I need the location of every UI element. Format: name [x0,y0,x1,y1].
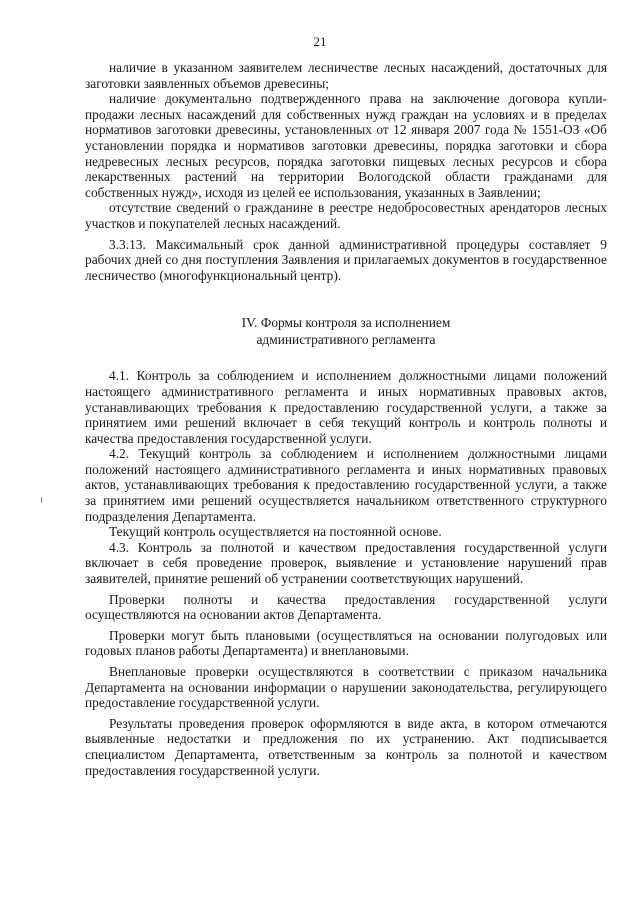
document-body [85,60,607,778]
paragraph-purchase-right: наличие документально подтвержденного права на заключение договора купли-продажи лесных насаждений для собственных нужд граждан на условиях и в пределах нормативов заготовки древесины, установленных от 12 января 2007 года № 1551-ОЗ «Об установлении порядка и нормативов заготовки древесины, порядка заготовки и сбора недревесных лесных ресурсов, порядка заготовки пищевых лесных ресурсов и сбора лекарственных растений на территории Вологодской области гражданами для собственных нужд», исходя из целей ее использования, указанных в Заявлении; [85,91,607,200]
section-heading [85,315,607,348]
paragraph-3-3-13: 3.3.13. Максимальный срок данной административной процедуры составляет 9 рабочих дней со дня поступления Заявления и прилагаемых документов в государственное лесничество (многофункциональный центр). [85,236,607,283]
spacer [85,283,607,315]
spacer [85,348,607,368]
section-title-line-2: административного регламента [256,331,436,347]
paragraph-inspection-basis: Проверки полноты и качества предоставления государственной услуги осуществляются на основании актов Департамента. [85,591,607,623]
margin-mark [41,497,42,503]
section-title-line-1: IV. Формы контроля за исполнением [241,315,451,331]
paragraph-unscheduled-inspections: Внеплановые проверки осуществляются в соответствии с приказом начальника Департамента на основании информации о нарушении законодательства, регулирующего предоставление государственной услуги. [85,664,607,711]
paragraph-registry-check: отсутствие сведений о гражданине в реестре недобросовестных арендаторов лесных участков и покупателей лесных насаждений. [85,200,607,231]
paragraph-inspection-results: Результаты проведения проверок оформляются в виде акта, в котором отмечаются выявленные недостатки и предложения по их устранению. Акт подписывается специалистом Департамента, ответственным за контроль за полнотой и качеством предоставления государственной услуги. [85,715,607,778]
paragraph-ongoing-control: Текущий контроль осуществляется на постоянной основе. [109,524,442,540]
paragraph-4-3: 4.3. Контроль за полнотой и качеством предоставления государственной услуги включает в себя проведение проверок, выявление и установление нарушений прав заявителей, принятие решений об устранении соответствующих нарушений. [85,539,607,587]
page-number: 21 [313,34,327,49]
paragraph-4-1: 4.1. Контроль за соблюдением и исполнением должностными лицами положений настоящего административного регламента и иных нормативных правовых актов, устанавливающих требования к предоставлению государственной услуги, а также за принятием ими решений включает в себя текущий контроль и контроль полноты и качества предоставления государственной услуги. [85,368,607,446]
paragraph-inspection-types: Проверки могут быть плановыми (осуществляться на основании полугодовых или годовых планов работы Департамента) и внеплановыми. [85,627,607,659]
paragraph-forest-availability: наличие в указанном заявителем лесничестве лесных насаждений, достаточных для заготовки заявленных объемов древесины; [85,60,607,91]
paragraph-4-2: 4.2. Текущий контроль за соблюдением и исполнением должностными лицами положений настоящего административного регламента и иных нормативных правовых актов, устанавливающих требования к предоставлению государственной услуги, а также за принятием ими решений осуществляется начальником ответственного структурного подразделения Департамента. [85,446,607,524]
